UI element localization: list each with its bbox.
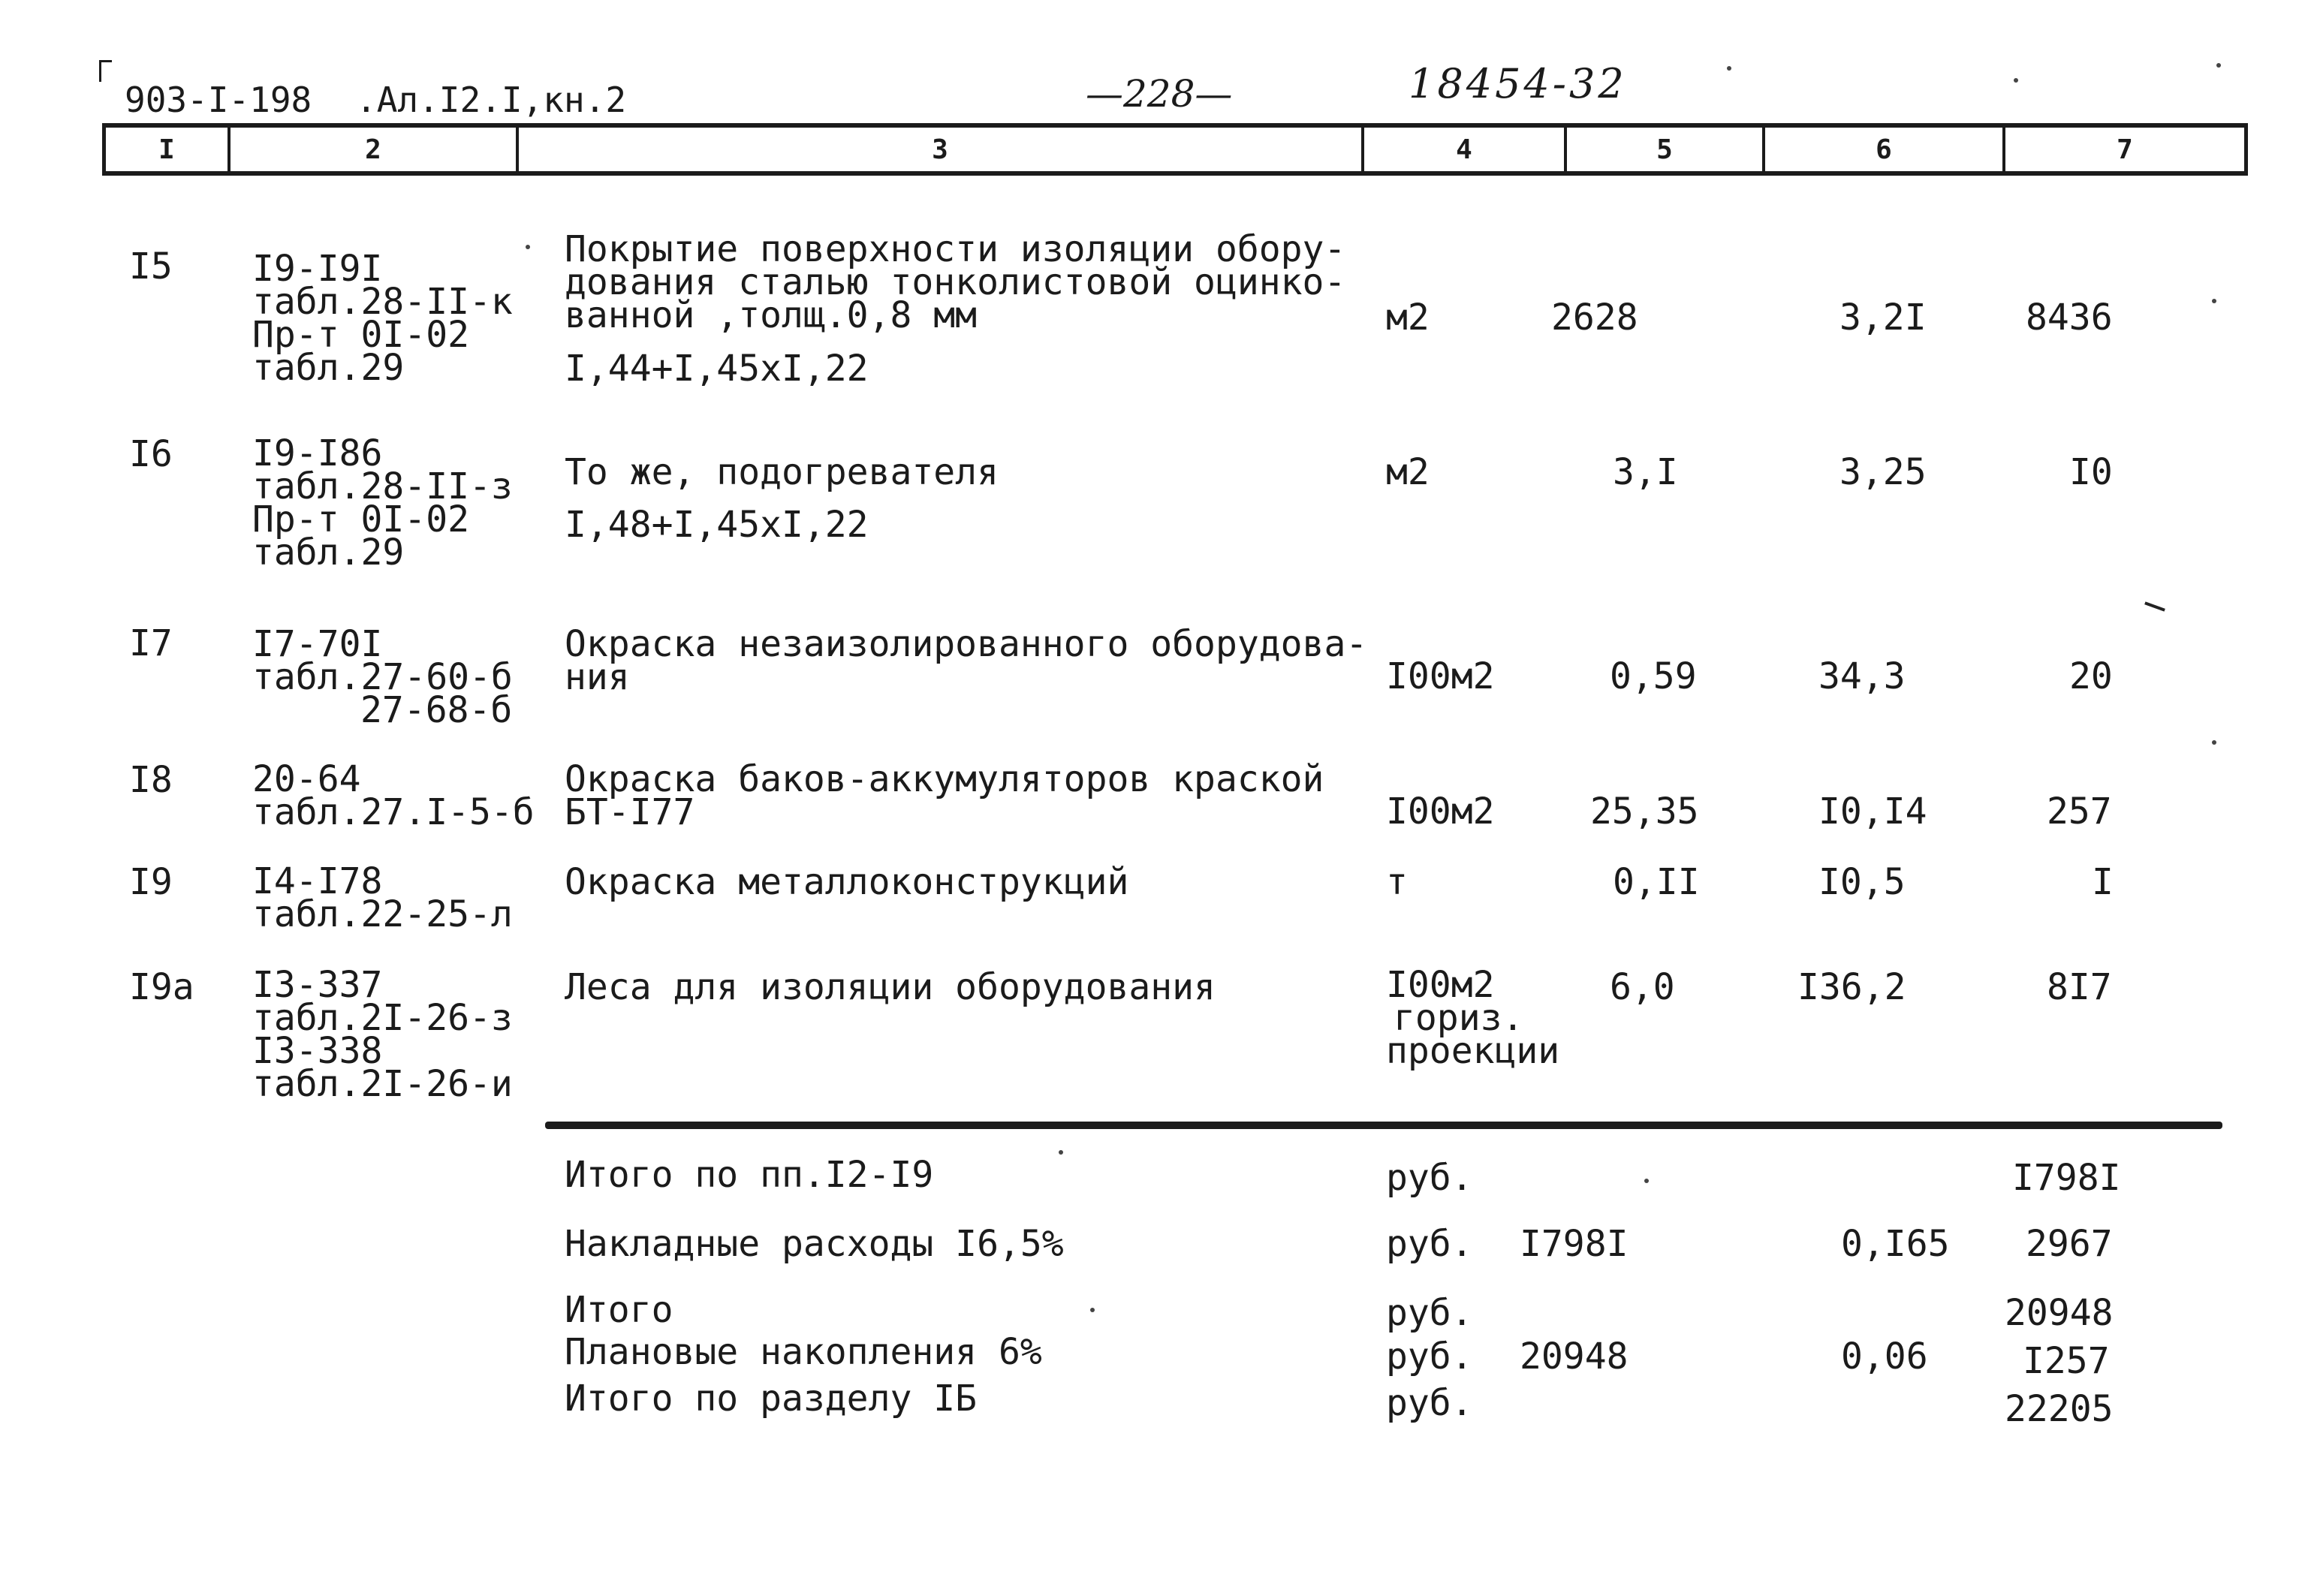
totals-rate: 0,06 xyxy=(1841,1336,1928,1378)
totals-label: Плановые накопления 6% xyxy=(565,1331,1042,1373)
totals-value: I798I xyxy=(2012,1157,2121,1199)
totals-value: I257 xyxy=(2023,1340,2110,1382)
unit: м2 xyxy=(1386,297,1430,339)
scan-mark xyxy=(2144,601,2165,611)
column-header-2: 2 xyxy=(230,128,519,171)
quantity: 0,59 xyxy=(1610,655,1697,697)
total-cost: I xyxy=(2092,861,2114,903)
totals-unit: руб. xyxy=(1386,1292,1473,1334)
totals-unit: руб. xyxy=(1386,1223,1473,1265)
quantity: 3,I xyxy=(1613,451,1678,493)
unit-price: I0,I4 xyxy=(1818,790,1927,833)
scan-speck xyxy=(2014,78,2018,83)
total-cost: 257 xyxy=(2047,790,2112,833)
work-description: Окраска баков-аккумуляторов краской БТ-I77 xyxy=(565,758,1324,833)
row-number: I5 xyxy=(129,245,173,288)
totals-value: 20948 xyxy=(2005,1292,2114,1334)
norm-code: I9-I86 табл.28-II-з Пр-т 0I-02 табл.29 xyxy=(252,432,513,574)
norm-code: I3-337 табл.2I-26-з I3-338 табл.2I-26-и xyxy=(252,964,513,1105)
quantity: 2628 xyxy=(1551,297,1638,339)
norm-code: 20-64 табл.27.I-5-б xyxy=(252,758,535,833)
totals-unit: руб. xyxy=(1386,1382,1473,1424)
scan-speck xyxy=(1090,1308,1095,1312)
norm-code: I4-I78 табл.22-25-л xyxy=(252,860,513,935)
album-ref: .Ал.I2.I,кн.2 xyxy=(356,80,627,120)
scan-speck xyxy=(2212,299,2216,303)
total-cost: 20 xyxy=(2069,655,2113,697)
quantity: 0,II xyxy=(1613,861,1700,903)
row-number: I8 xyxy=(129,759,173,801)
total-cost: I0 xyxy=(2069,451,2113,493)
work-description: Леса для изоляции оборудования xyxy=(565,966,1216,1008)
page-number: —228— xyxy=(1086,72,1233,116)
totals-value: 2967 xyxy=(2026,1223,2113,1265)
totals-unit: руб. xyxy=(1386,1336,1473,1378)
scan-speck xyxy=(2212,740,2216,745)
totals-rate: 0,I65 xyxy=(1841,1223,1950,1265)
totals-label: Итого по пп.I2-I9 xyxy=(565,1154,934,1196)
row-number: I7 xyxy=(129,622,173,664)
unit-price: 3,25 xyxy=(1839,451,1927,493)
scan-speck xyxy=(1059,1150,1063,1155)
work-description: Окраска незаизолированного оборудова- ния xyxy=(565,623,1368,698)
quantity-formula: I,44+I,45xI,22 xyxy=(565,348,869,390)
norm-code: I7-70I табл.27-60-б 27-68-б xyxy=(252,623,513,731)
corner-mark xyxy=(99,60,112,82)
totals-base: 20948 xyxy=(1520,1336,1629,1378)
work-description: Окраска металлоконструкций xyxy=(565,861,1129,903)
unit: I00м2 xyxy=(1386,655,1495,697)
column-header-table xyxy=(102,123,2248,176)
quantity: 25,35 xyxy=(1590,790,1699,833)
quantity: 6,0 xyxy=(1610,966,1675,1008)
work-description: То же, подогревателя xyxy=(565,451,999,493)
unit-price: 34,3 xyxy=(1818,655,1906,697)
scan-speck xyxy=(526,245,530,249)
column-header-1: I xyxy=(106,128,230,171)
doc-code: 903-I-198 xyxy=(125,80,312,120)
totals-label: Итого по разделу IБ xyxy=(565,1378,978,1420)
unit: I00м2 гориз. проекции xyxy=(1386,964,1560,1072)
unit: м2 xyxy=(1386,451,1430,493)
unit: т xyxy=(1386,861,1408,903)
column-header-4: 4 xyxy=(1364,128,1567,171)
total-cost: 8436 xyxy=(2026,297,2113,339)
column-header-6: 6 xyxy=(1765,128,2005,171)
scan-speck xyxy=(2216,63,2221,68)
norm-code: I9-I9I табл.28-II-к Пр-т 0I-02 табл.29 xyxy=(252,248,513,389)
totals-value: 22205 xyxy=(2005,1388,2114,1430)
quantity-formula: I,48+I,45xI,22 xyxy=(565,504,869,546)
totals-divider xyxy=(545,1122,2222,1129)
row-number: I9а xyxy=(129,966,194,1008)
scan-speck xyxy=(1644,1179,1649,1183)
work-description: Покрытие поверхности изоляции обору- дования сталью тонколистовой оцинко- ванной ,толщ.0,8 мм xyxy=(565,228,1346,336)
doc-number: 18454-32 xyxy=(1409,60,1627,107)
totals-unit: руб. xyxy=(1386,1157,1473,1199)
row-number: I6 xyxy=(129,433,173,475)
scan-speck xyxy=(1727,66,1731,71)
column-header-7: 7 xyxy=(2117,134,2133,165)
column-header-3: 3 xyxy=(519,128,1364,171)
unit-price: I0,5 xyxy=(1818,861,1906,903)
unit: I00м2 xyxy=(1386,790,1495,833)
column-header-5: 5 xyxy=(1567,128,1765,171)
unit-price: I36,2 xyxy=(1797,966,1906,1008)
totals-base: I798I xyxy=(1520,1223,1629,1265)
unit-price: 3,2I xyxy=(1839,297,1927,339)
totals-label: Накладные расходы I6,5% xyxy=(565,1223,1064,1265)
totals-label: Итого xyxy=(565,1289,673,1331)
row-number: I9 xyxy=(129,861,173,903)
total-cost: 8I7 xyxy=(2047,966,2112,1008)
